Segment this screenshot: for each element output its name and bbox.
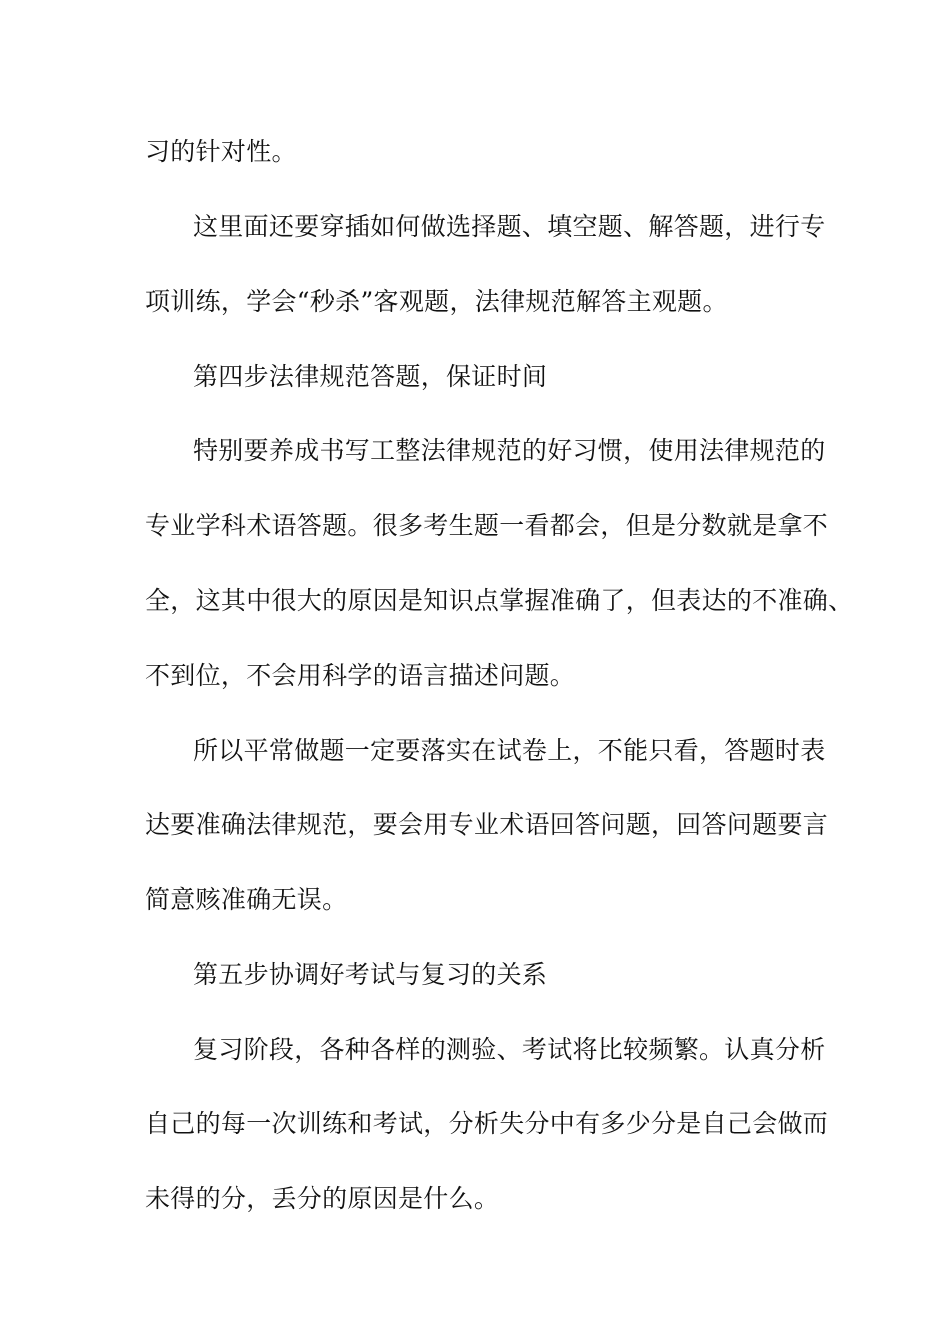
paragraph-line: 特别要养成书写工整法律规范的好习惯，使用法律规范的: [193, 436, 826, 465]
paragraph-line: 不到位，不会用科学的语言描述问题。: [145, 661, 576, 690]
paragraph-line: 习的针对性。: [145, 137, 297, 166]
paragraph-line: 自己的每一次训练和考试，分析失分中有多少分是自己会做而: [145, 1109, 829, 1138]
paragraph-line: 这里面还要穿插如何做选择题、填空题、解答题，进行专: [193, 212, 826, 241]
section-heading: 第四步法律规范答题，保证时间: [193, 362, 548, 391]
paragraph-line: 复习阶段，各种各样的测验、考试将比较频繁。认真分析: [193, 1035, 826, 1064]
paragraph-line: 达要准确法律规范，要会用专业术语回答问题，回答问题要言: [145, 810, 829, 839]
paragraph-line: 未得的分，丢分的原因是什么。: [145, 1184, 500, 1213]
paragraph-line: 项训练，学会“秒杀”客观题，法律规范解答主观题。: [145, 287, 728, 316]
paragraph-line: 专业学科术语答题。很多考生题一看都会，但是分数就是拿不: [145, 511, 829, 540]
section-heading: 第五步协调好考试与复习的关系: [193, 960, 548, 989]
paragraph-line: 简意赅准确无误。: [145, 885, 348, 914]
paragraph-line: 全，这其中很大的原因是知识点掌握准确了，但表达的不准确、: [145, 586, 854, 615]
paragraph-line: 所以平常做题一定要落实在试卷上，不能只看，答题时表: [193, 736, 826, 765]
